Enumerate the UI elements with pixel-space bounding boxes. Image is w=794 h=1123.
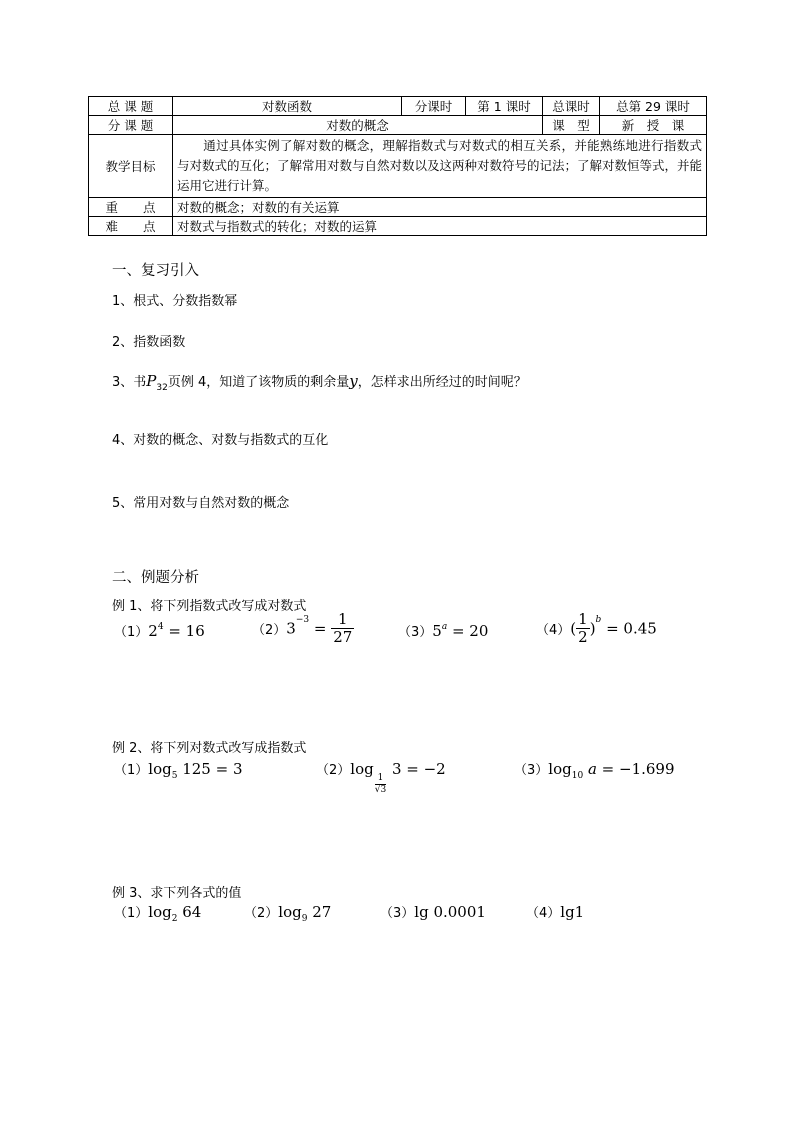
label-lesson-type: 课 型 [543,116,600,135]
section2-title: 二、例题分析 [112,570,199,586]
ex3-item-4: （4）lg1 [526,903,585,921]
section1-title: 一、复习引入 [112,263,199,279]
review-item-4: 4、对数的概念、对数与指数式的互化 [112,433,329,448]
review-item-3: 3、书$P_{32}$页例 4，知道了该物质的剩余量y，怎样求出所经过的时间呢？ [112,372,527,393]
review-item-1: 1、根式、分数指数幂 [112,294,238,309]
review-item-2: 2、指数函数 [112,335,186,350]
value-lesson-type: 新 授 课 [600,116,707,135]
value-difficulty: 对数式与指数式的转化；对数的运算 [173,217,707,236]
example3-title: 例 3、求下列各式的值 [112,886,242,901]
ex2-item-2: （2）log $\frac{1}{√3}$ 3 = −2 [316,760,446,795]
label-total-periods: 总课时 [543,97,600,116]
ex2-item-3: $(3)\log_{10}$ a = −1.699 [514,760,675,781]
label-sub-period: 分课时 [402,97,466,116]
label-difficulty: 难 点 [89,217,173,236]
example1-title: 例 1、将下列指数式改写成对数式 [112,599,307,614]
example2-title: 例 2、将下列对数式改写成指数式 [112,741,307,756]
value-key-point: 对数的概念；对数的有关运算 [173,198,707,217]
ex2-item-1: $(1)\log_5$ 125 = 3 [114,760,243,781]
table-row [89,97,707,116]
ex1-item-2: $(2)3^{-3}$ = $\frac{1}{27}$ [252,610,353,646]
table-row [89,116,707,135]
value-sub-period: 第 1 课时 [466,97,543,116]
ex1-item-4: （4）( $\frac{1}{2}$ )$^b$ = 0.45 [536,610,657,646]
lesson-info-table [88,96,707,236]
label-sub-topic: 分 课 题 [89,116,173,135]
value-sub-topic: 对数的概念 [173,116,543,135]
value-total-periods: 总第 29 课时 [600,97,707,116]
ex3-item-3: （3）lg 0.0001 [380,903,486,921]
table-row [89,198,707,217]
ex3-item-1: $(1)\log_2$ 64 [114,903,202,924]
label-total-topic: 总 课 题 [89,97,173,116]
review-item-5: 5、常用对数与自然对数的概念 [112,496,290,511]
value-total-topic: 对数函数 [173,97,402,116]
table-row [89,135,707,198]
table-row [89,217,707,236]
ex3-item-2: $(2)\log_9$ 27 [244,903,332,924]
ex1-item-3: $(3)5^a = 20$ [398,622,489,640]
label-teaching-goal: 教学目标 [89,135,173,198]
value-teaching-goal: 通过具体实例了解对数的概念，理解指数式与对数式的相互关系，并能熟练地进行指数式与对数式的互化；了解常用对数与自然对数以及这两种对数符号的记法；了解对数恒等式，并能运用它进行计算。 [173,135,707,198]
ex1-item-1: $(1)2^4 = 16$ [114,622,205,640]
label-key-point: 重 点 [89,198,173,217]
